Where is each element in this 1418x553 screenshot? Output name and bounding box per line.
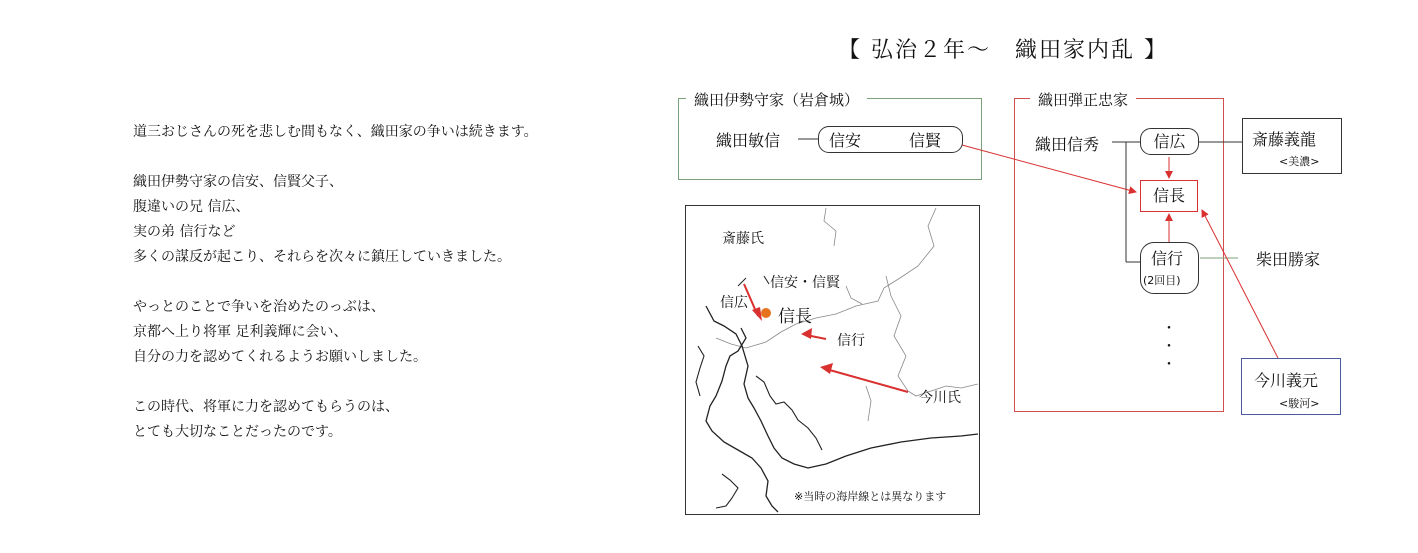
story-line: 京都へ上り将軍 足利義輝に会い、: [133, 324, 348, 340]
ise-house-label: 織田伊勢守家（岩倉城）: [686, 89, 867, 110]
map-nobuhiro-label: 信広: [720, 295, 748, 311]
story-line: 実の弟 信行など: [133, 224, 236, 240]
story-line: この時代、将軍に力を認めてもらうのは、: [133, 399, 399, 415]
page-title: 【 弘治２年〜 織田家内乱 】: [838, 38, 1168, 63]
story-line: 自分の力を認めてくれるようお願いしました。: [133, 349, 427, 365]
map-nobuyuki-label: 信行: [837, 333, 865, 349]
shibata-name: 柴田勝家: [1256, 250, 1321, 269]
story-line: 織田伊勢守家の信安、信賢父子、: [133, 174, 343, 190]
toshinobu-name: 織田敏信: [716, 131, 781, 150]
story-line: 腹違いの兄 信広、: [133, 199, 250, 215]
danjo-house-label: 織田弾正忠家: [1030, 89, 1136, 110]
map-imagawa-label: 今川氏: [919, 390, 961, 406]
imagawa-name: 今川義元: [1254, 371, 1319, 390]
story-line: 多くの謀反が起こり、それらを次々に鎮圧していきました。: [133, 249, 511, 265]
story-line: 道三おじさんの死を悲しむ間もなく、織田家の争いは続きます。: [133, 124, 538, 140]
nobuyasu-name: 信安: [829, 131, 862, 150]
saito-province: <美濃>: [1279, 155, 1320, 168]
nobunaga-box: 信長: [1140, 180, 1198, 212]
nobuhide-name: 織田信秀: [1035, 135, 1100, 154]
map-nobuyasu-kata-label: 信安・信賢: [770, 275, 840, 291]
nobuyuki-name: 信行: [1151, 249, 1184, 268]
map-note: ※当時の海岸線とは異なります: [794, 490, 947, 503]
map-nobunaga-label: 信長: [778, 307, 812, 327]
nobukata-name: 信賢: [909, 131, 942, 150]
nobunaga-location-dot: [761, 308, 771, 318]
story-line: とても大切なことだったのです。: [133, 424, 342, 440]
more-dots: ・ ・ ・: [1162, 321, 1176, 373]
map-saito-label: 斎藤氏: [722, 231, 764, 247]
imagawa-province: <駿河>: [1279, 397, 1320, 410]
map-frame: [685, 205, 980, 515]
saito-name: 斎藤義龍: [1252, 130, 1317, 149]
nobuyuki-note: (2回目): [1143, 274, 1181, 287]
nobuhiro-pill: 信広: [1140, 128, 1199, 155]
story-line: やっとのことで争いを治めたのっぶは、: [133, 299, 385, 315]
coastline-map: [686, 206, 979, 514]
